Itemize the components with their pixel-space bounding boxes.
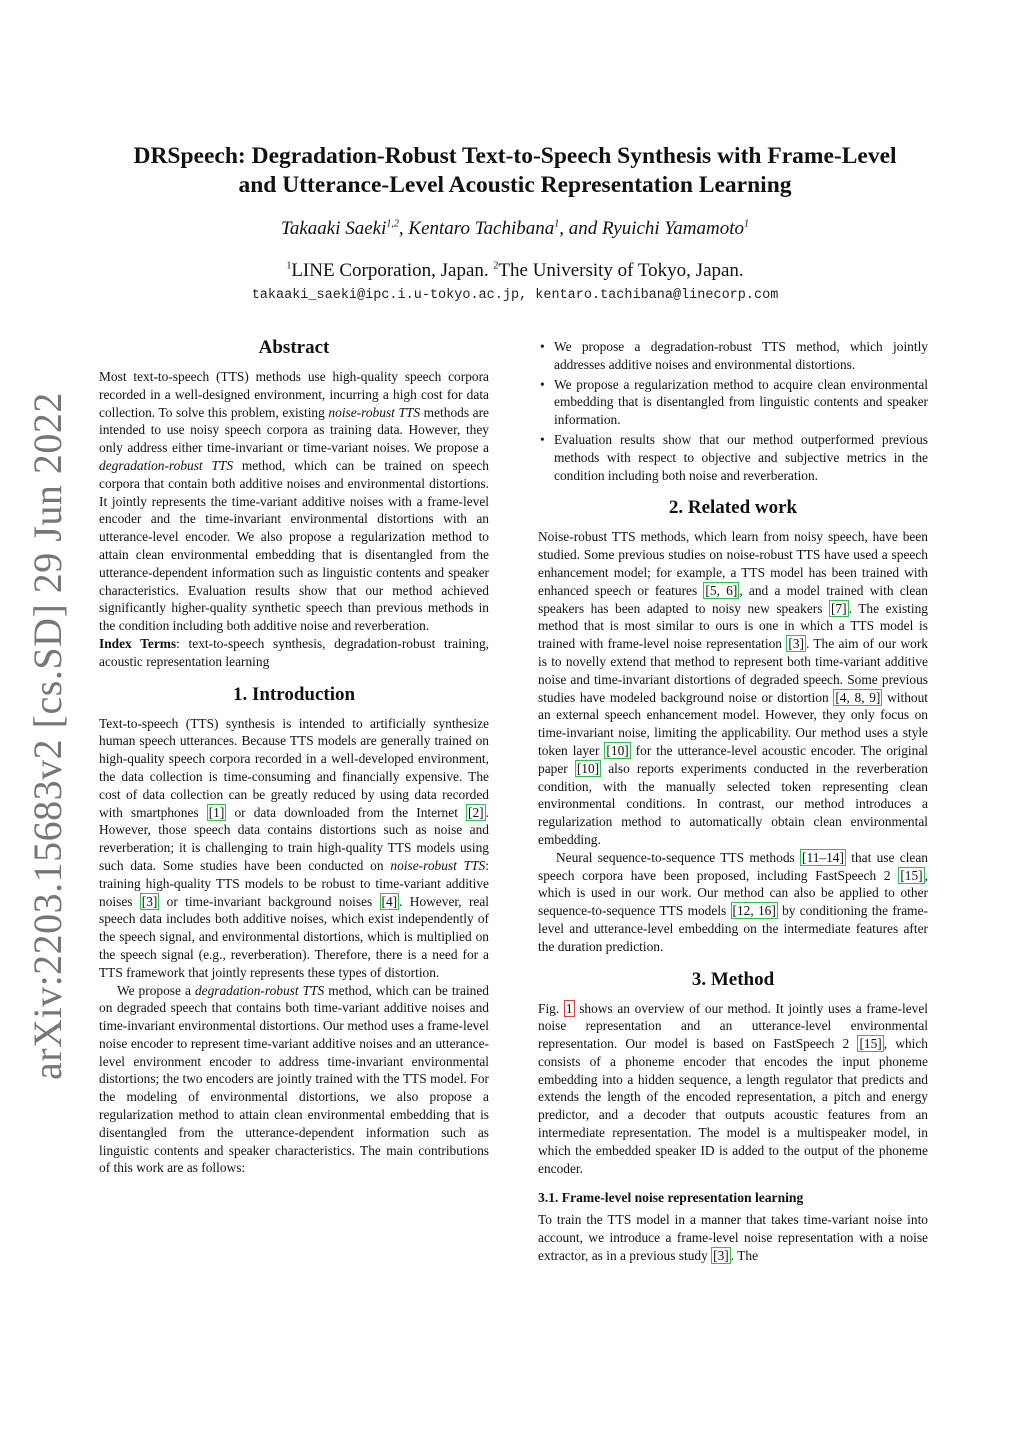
arxiv-side-label: arXiv:2203.15683v2 [cs.SD] 29 Jun 2022 xyxy=(25,392,70,1080)
citation-link[interactable]: [4, 8, 9] xyxy=(835,689,881,705)
author-name: Ryuichi Yamamoto xyxy=(602,218,744,239)
right-column xyxy=(538,338,928,1265)
author-affiliation-mark: 1 xyxy=(554,218,560,230)
affiliation-name: LINE Corporation, Japan. xyxy=(291,260,494,281)
index-terms-text: : text-to-speech synthesis, degradation-robust training, acoustic representation learning xyxy=(99,635,489,669)
title-line-2: and Utterance-Level Acoustic Representation Learning xyxy=(238,172,792,198)
emphasis-term: degradation-robust TTS xyxy=(194,982,325,998)
related-work-paragraph: Noise-robust TTS methods, which learn from noisy speech, have been studied. Some previous studies on noise-robust TTS have used a speech enhancement model; for example, a TTS model has been trained with enhanced speech or features [5, 6] , and a model trained with clean speakers has been adapted to noisy new speakers [7] . The existing method that is most similar to ours is one in which a TTS model is trained with frame-level noise representation [3] . The aim of our work is to novelly extend that method to represent both time-variant additive noise and time-invariant distortions of degraded speech. Some previous studies have modeled background noise or distortion [4, 8, 9] without an external speech enhancement model. However, they only focus on time-invariant noise, limiting the applicability. Our method uses a style token layer [10] for the utterance-level acoustic encoder. The original paper [10] also reports experiments conducted in the reverberation condition, with the manually selected token representing clean environmental conditions. In contrast, our method introduces a regularization method to automatically obtain clean environmental embedding. xyxy=(538,529,929,847)
title-line-1: DRSpeech: Degradation-Robust Text-to-Speech Synthesis with Frame-Level xyxy=(133,143,897,169)
list-item xyxy=(538,376,928,429)
citation-link[interactable]: [11–14] xyxy=(802,849,844,865)
list-item xyxy=(538,431,928,484)
index-terms-label: Index Terms xyxy=(99,635,177,651)
bullet-icon: • xyxy=(540,431,545,447)
citation-link[interactable]: [3] xyxy=(141,893,158,909)
citation-link[interactable]: [15] xyxy=(900,867,923,883)
citation-link[interactable]: [15] xyxy=(859,1036,882,1052)
emphasis-term: degradation-robust TTS xyxy=(99,457,234,473)
method-heading: 3. Method xyxy=(691,968,775,990)
affiliation-mark: 1 xyxy=(286,260,292,272)
method-paragraph: Fig. 1 shows an overview of our method. It jointly uses a frame-level noise representation and an utterance-level environmental representation. Our model is based on FastSpeech 2 [15] , which consists of a phoneme encoder that encodes the input phoneme embedding into a hidden sequence, a length regulator that predicts and extends the length of the encoded representation, a pitch and energy predictor, and a decoder that outputs acoustic features from an intermediate representation. The model is a multispeaker model, in which the embedded speaker ID is added to the output of the phoneme encoder. xyxy=(538,1000,929,1176)
author-list: Takaaki Saeki$^{1,2}$, Kentaro Tachibana$^1$, and Ryuichi Yamamoto$^1$ xyxy=(281,218,749,239)
introduction-heading: 1. Introduction xyxy=(232,683,356,705)
citation-link[interactable]: [3] xyxy=(713,1247,729,1263)
affiliation-mark: 2 xyxy=(493,260,499,272)
bullet-icon: • xyxy=(540,376,545,392)
method-paragraph: To train the TTS model in a manner that takes time-variant noise into account, we introduce a frame-level noise representation with a noise extractor, as in a previous study [3] . The xyxy=(538,1212,928,1263)
index-terms xyxy=(99,635,489,671)
list-item xyxy=(538,338,928,374)
citation-link[interactable]: [3] xyxy=(788,636,804,652)
paper-title xyxy=(60,142,970,200)
citation-link[interactable]: [7] xyxy=(830,600,847,616)
affiliations xyxy=(60,260,970,282)
author-affiliation-mark: 1 xyxy=(743,218,749,230)
bullet-icon: • xyxy=(540,339,545,354)
contribution-text: We propose a regularization method to acquire clean environmental embedding that is disentangled from linguistic contents and speaker information. xyxy=(554,376,928,428)
emphasis-term: noise-robust TTS xyxy=(390,857,486,873)
related-work-paragraph: Neural sequence-to-sequence TTS methods [11–14] that use clean speech corpora have been proposed, including FastSpeech 2 [15] , which is used in our work. Our method can also be applied to other sequence-to-sequence TTS models [12, 16] by conditioning the frame-level and utterance-level embedding on the intermediate features after the duration prediction. xyxy=(538,849,928,954)
citation-link[interactable]: [12, 16] xyxy=(732,903,776,919)
left-column xyxy=(99,336,489,1177)
author-emails: takaaki_saeki@ipc.i.u-tokyo.ac.jp, kentaro.tachibana@linecorp.com xyxy=(251,288,779,303)
contributions-list xyxy=(538,338,928,484)
figure-ref-link[interactable]: 1 xyxy=(565,1000,573,1016)
citation-link[interactable]: [10] xyxy=(576,760,600,776)
author-affiliation-mark: 1,2 xyxy=(386,218,399,230)
related-work-heading: 2. Related work xyxy=(668,497,798,519)
citation-link[interactable]: [5, 6] xyxy=(705,582,738,598)
citation-link[interactable]: [1] xyxy=(208,804,225,820)
emphasis-term: noise-robust TTS xyxy=(328,404,421,420)
author-name: Takaaki Saeki xyxy=(281,218,387,239)
subsection-heading: 3.1. Frame-level noise representation learning xyxy=(538,1190,804,1206)
abstract-heading: Abstract xyxy=(258,337,330,358)
citation-link[interactable]: [2] xyxy=(468,804,484,820)
citation-link[interactable]: [10] xyxy=(606,742,629,758)
abstract-text: Most text-to-speech (TTS) methods use high-quality speech corpora recorded in a well-designed environment, incurring a high cost for data collection. To solve this problem, existing noise-robust TTS methods are intended to use noisy speech corpora as training data. However, they only address either time-invariant or time-variant noises. We propose a degradation-robust TTS method, which can be trained on speech corpora that contain both additive noises and environmental distortions. It jointly represents the time-variant additive noises with a frame-level encoder and the time-invariant environmental distortions with an utterance-level encoder. We also propose a regularization method to attain clean environmental embedding that is disentangled from the utterance-dependent information such as linguistic contents and speaker characteristics. Evaluation results show that our method achieved significantly higher-quality synthetic speech than previous methods in the condition including both additive noise and reverberation. xyxy=(99,369,489,634)
affiliation-name: The University of Tokyo, Japan. xyxy=(498,260,744,281)
introduction-paragraph: We propose a degradation-robust TTS method, which can be trained on degraded speech that contains both time-variant additive noises and time-invariant environmental distortions. Our method uses a frame-level noise encoder to represent time-variant additive noises and an utterance-level environment encoder to address time-invariant environmental distortions; the two encoders are jointly trained with the TTS model. For the modeling of environmental distortions, we also propose a regularization method to attain clean environmental embedding that is disentangled from the utterance-dependent information such as linguistic contents and speaker characteristics. The main contributions of this work are as follows: xyxy=(99,982,490,1176)
citation-link[interactable]: [4] xyxy=(381,893,398,909)
introduction-paragraph: Text-to-speech (TTS) synthesis is intended to artificially synthesize human speech utterances. Because TTS models are generally trained on high-quality speech corpora recorded in a well-developed environment, the data collection is time-consuming and financially expensive. The cost of data collection can be greatly reduced by using data recorded with smartphones [1] or data downloaded from the Internet [2] . However, those speech data contains distortions such as noise and reverberation; it is challenging to train high-quality TTS models using such data. Some studies have been conducted on noise-robust TTS: training high-quality TTS models to be robust to time-variant additive noises [3] or time-invariant background noises [4] . However, real speech data includes both additive noises, which exist independently of the speech signal, and environmental distortions, which is multiplied on the speech signal (e.g., reverberation). Therefore, there is a need for a TTS framework that jointly represents these types of distortion. xyxy=(99,715,490,980)
author-name: Kentaro Tachibana xyxy=(408,218,555,239)
contribution-text: Evaluation results show that our method outperformed previous methods with respect to objective and subjective metrics in the condition including both noise and reverberation. xyxy=(554,431,928,483)
contribution-text: We propose a degradation-robust TTS method, which jointly addresses additive noises and environmental distortions. xyxy=(554,339,928,372)
